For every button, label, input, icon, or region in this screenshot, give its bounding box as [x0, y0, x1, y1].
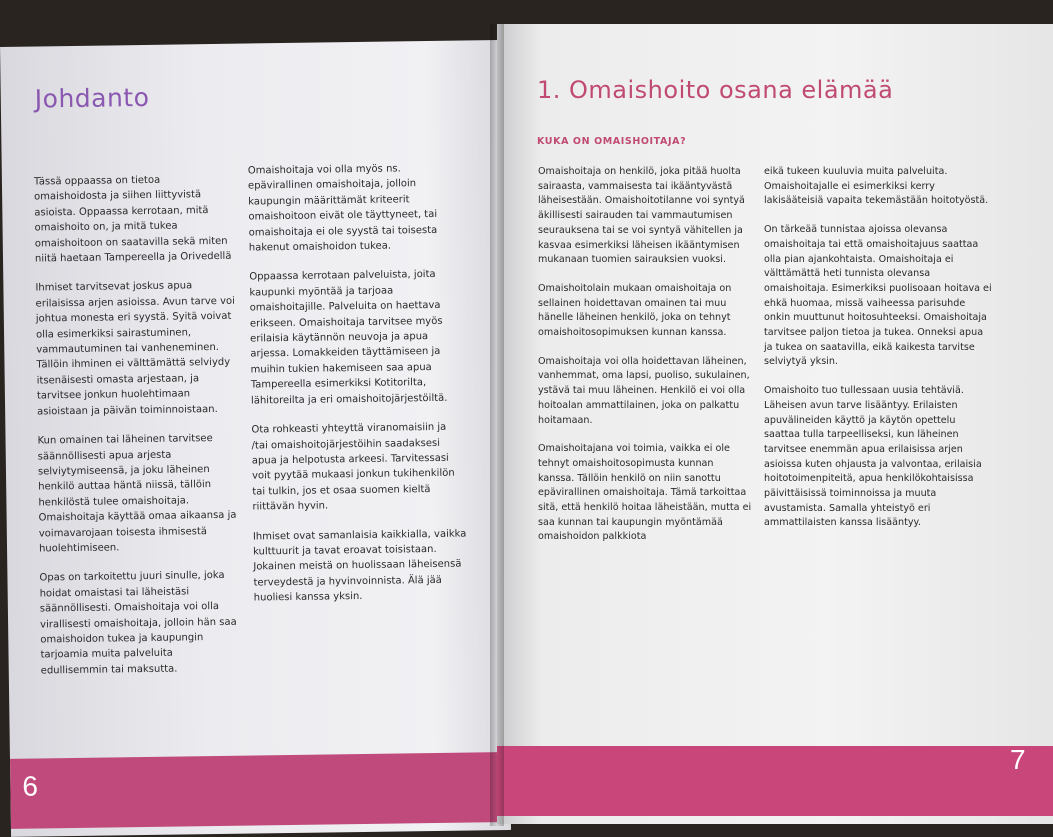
footer-band — [10, 752, 511, 829]
paragraph: Tässä oppaassa on tietoa omaishoidosta ja siihen liittyvistä asioista. Oppaassa kerrotaan, mitä omaishoito on, ja mitä tukea omaishoitoon on saatavilla sekä miten niitä haetaan Tampereella ja Orivedellä — [33, 174, 232, 265]
paragraph: Ota rohkeasti yhteyttä viranomaisiin ja /tai omaishoitojärjestöihin saadaksesi apua ja helpotusta arkeesi. Tarvitessasi voit pyytää mukaasi jonkun tukihenkilön tai tulkin, jos et osaa suomen kieltä riittävän hyvin. — [251, 421, 455, 513]
paragraph: Ihmiset tarvitsevat joskus apua erilaisissa arjen asioissa. Avun tarve voi johtua monesta eri syystä. Syitä voivat olla esimerkiksi sairastuminen, vammautuminen tai vanheneminen. Tällöin ihminen ei välttämättä selviydy itsenäisesti omasta arjestaan, ja tarvitsee jonkun huolehtimaan asioistaan ja päivän toiminnoistaan. — [35, 280, 235, 418]
page-number: 7 — [1010, 744, 1026, 775]
footer-band — [497, 746, 1053, 816]
book-spine — [490, 24, 504, 826]
right-page — [497, 24, 1053, 824]
paragraph: Opas on tarkoitettu juuri sinulle, joka hoidat omaistasi tai läheistäsi säännöllisesti. Omaishoitaja voi olla virallisesti omaishoitaja, jolloin hän saa omaishoidon tukea ja kaupungin tarjoamia muita palveluita edullisemmin tai maksutta. — [39, 570, 237, 677]
left-page-title: Johdanto — [34, 82, 150, 114]
paragraph: Omaishoitaja on henkilö, joka pitää huolta sairaasta, vammaisesta tai ikääntyvästä läheisestään. Omaishoitotilanne voi syntyä äkillisesti sairauden tai vammautumisen seurauksena tai se voi syntyä vähitellen ja kasvaa esimerkiksi läheisen ikääntymisen mukanaan tuomien sairauksien vuoksi. — [538, 166, 745, 266]
paragraph: Omaishoitaja voi olla hoidettavan läheinen, vanhemmat, oma lapsi, puoliso, sukulainen, ystävä tai muu läheinen. Henkilö ei voi olla hoitoalan ammattilainen, joka on palkattu hoitamaan. — [538, 355, 750, 426]
paragraph: Ihmiset ovat samanlaisia kaikkialla, vaikka kulttuurit ja tavat eroavat toisistaan. Jokainen meistä on huolissaan läheisensä terveydestä ja hyvinvoinnista. Älä jää huoliesi kanssa yksin. — [252, 528, 467, 604]
paragraph: Omaishoito tuo tullessaan uusia tehtäviä. Läheisen avun tarve lisääntyy. Erilaisten apuvälineiden käyttö ja käytön opettelu saattaa tulla tarpeelliseksi, kun läheinen tarvitsee enemmän apua erilaisissa arjen asioissa kuten ohjausta ja valvontaa, erilaisia hoitotoimenpiteitä, apua henkilökohtaisissa päivittäisissä toiminnoissa ja muuta avustamista. Samalla yhteistyö eri ammattilaisten kanssa lisääntyy. — [764, 385, 982, 529]
left-column-2 — [248, 161, 468, 621]
right-column-1 — [538, 165, 752, 559]
paragraph: Omaishoitolain mukaan omaishoitaja on sellainen hoidettavan omainen tai muu hänelle läheinen henkilö, joka on tehnyt omaishoitosopimuksen kunnan kanssa. — [538, 282, 732, 339]
page-number: 6 — [22, 770, 39, 802]
section-subheading: KUKA ON OMAISHOITAJA? — [537, 136, 687, 147]
paragraph: Oppaassa kerrotaan palveluista, joita kaupunki myöntää ja tarjoaa omaishoitajille. Palveluita on haettava erikseen. Omaishoitaja tarvitsee myös erilaisia käytännön neuvoja ja apua arjessa. Lomakkeiden täyttämiseen ja muihin tukien hakemiseen saa apua Tampereella esimerkiksi Kotitorilta, lähitoreilta ja eri omaishoitojärjestöiltä. — [249, 269, 448, 407]
right-column-2 — [764, 165, 994, 545]
left-column-1 — [34, 172, 241, 693]
left-page — [0, 40, 511, 837]
paragraph: Kun omainen tai läheinen tarvitsee säännöllisesti apua arjesta selviytymiseensä, ja joku läheinen henkilö auttaa häntä niissä, tällöin henkilöstä tulee omaishoitaja. Omaishoitaja käyttää omaa aikaansa ja voimavarojaan toisesta ihmisestä huolehtimiseen. — [37, 433, 237, 555]
right-page-title: 1. Omaishoito osana elämää — [537, 76, 894, 104]
paragraph: eikä tukeen kuuluvia muita palveluita. Omaishoitajalle ei esimerkiksi kerry lakisääteisiä vapaita tekemästään hoitotyöstä. — [764, 166, 989, 207]
paragraph: Omaishoitajana voi toimia, vaikka ei ole tehnyt omaishoitosopimusta kunnan kanssa. Tällöin henkilö on niin sanottu epävirallinen omaishoitaja. Tämä tarkoittaa sitä, että henkilö hoitaa läheistään, mutta ei saa kunnan tai kaupungin myöntämää omaishoidon palkkiota — [538, 443, 752, 543]
paragraph: On tärkeää tunnistaa ajoissa olevansa omaishoitaja tai että omaishoitajuus saattaa olla pian ajankohtaista. Omaishoitaja ei välttämättä heti tunnista olevansa omaishoitaja. Esimerkiksi puolisoaan hoitava ei ehkä huomaa, missä vaiheessa parisuhde onkin muuttunut hoitosuhteeksi. Omaishoitaja tarvitsee paljon tietoa ja tukea. Onneksi apua ja tukea on saatavilla, eikä kaikesta tarvitse selviytyä yksin. — [764, 224, 992, 368]
paragraph: Omaishoitaja voi olla myös ns. epävirallinen omaishoitaja, jolloin kaupungin määrittämät kriteerit omaishoitoon eivät ole täyttyneet, tai omaishoitaja ei ole syystä tai toisesta hakenut omaishoidon tukea. — [247, 163, 438, 254]
